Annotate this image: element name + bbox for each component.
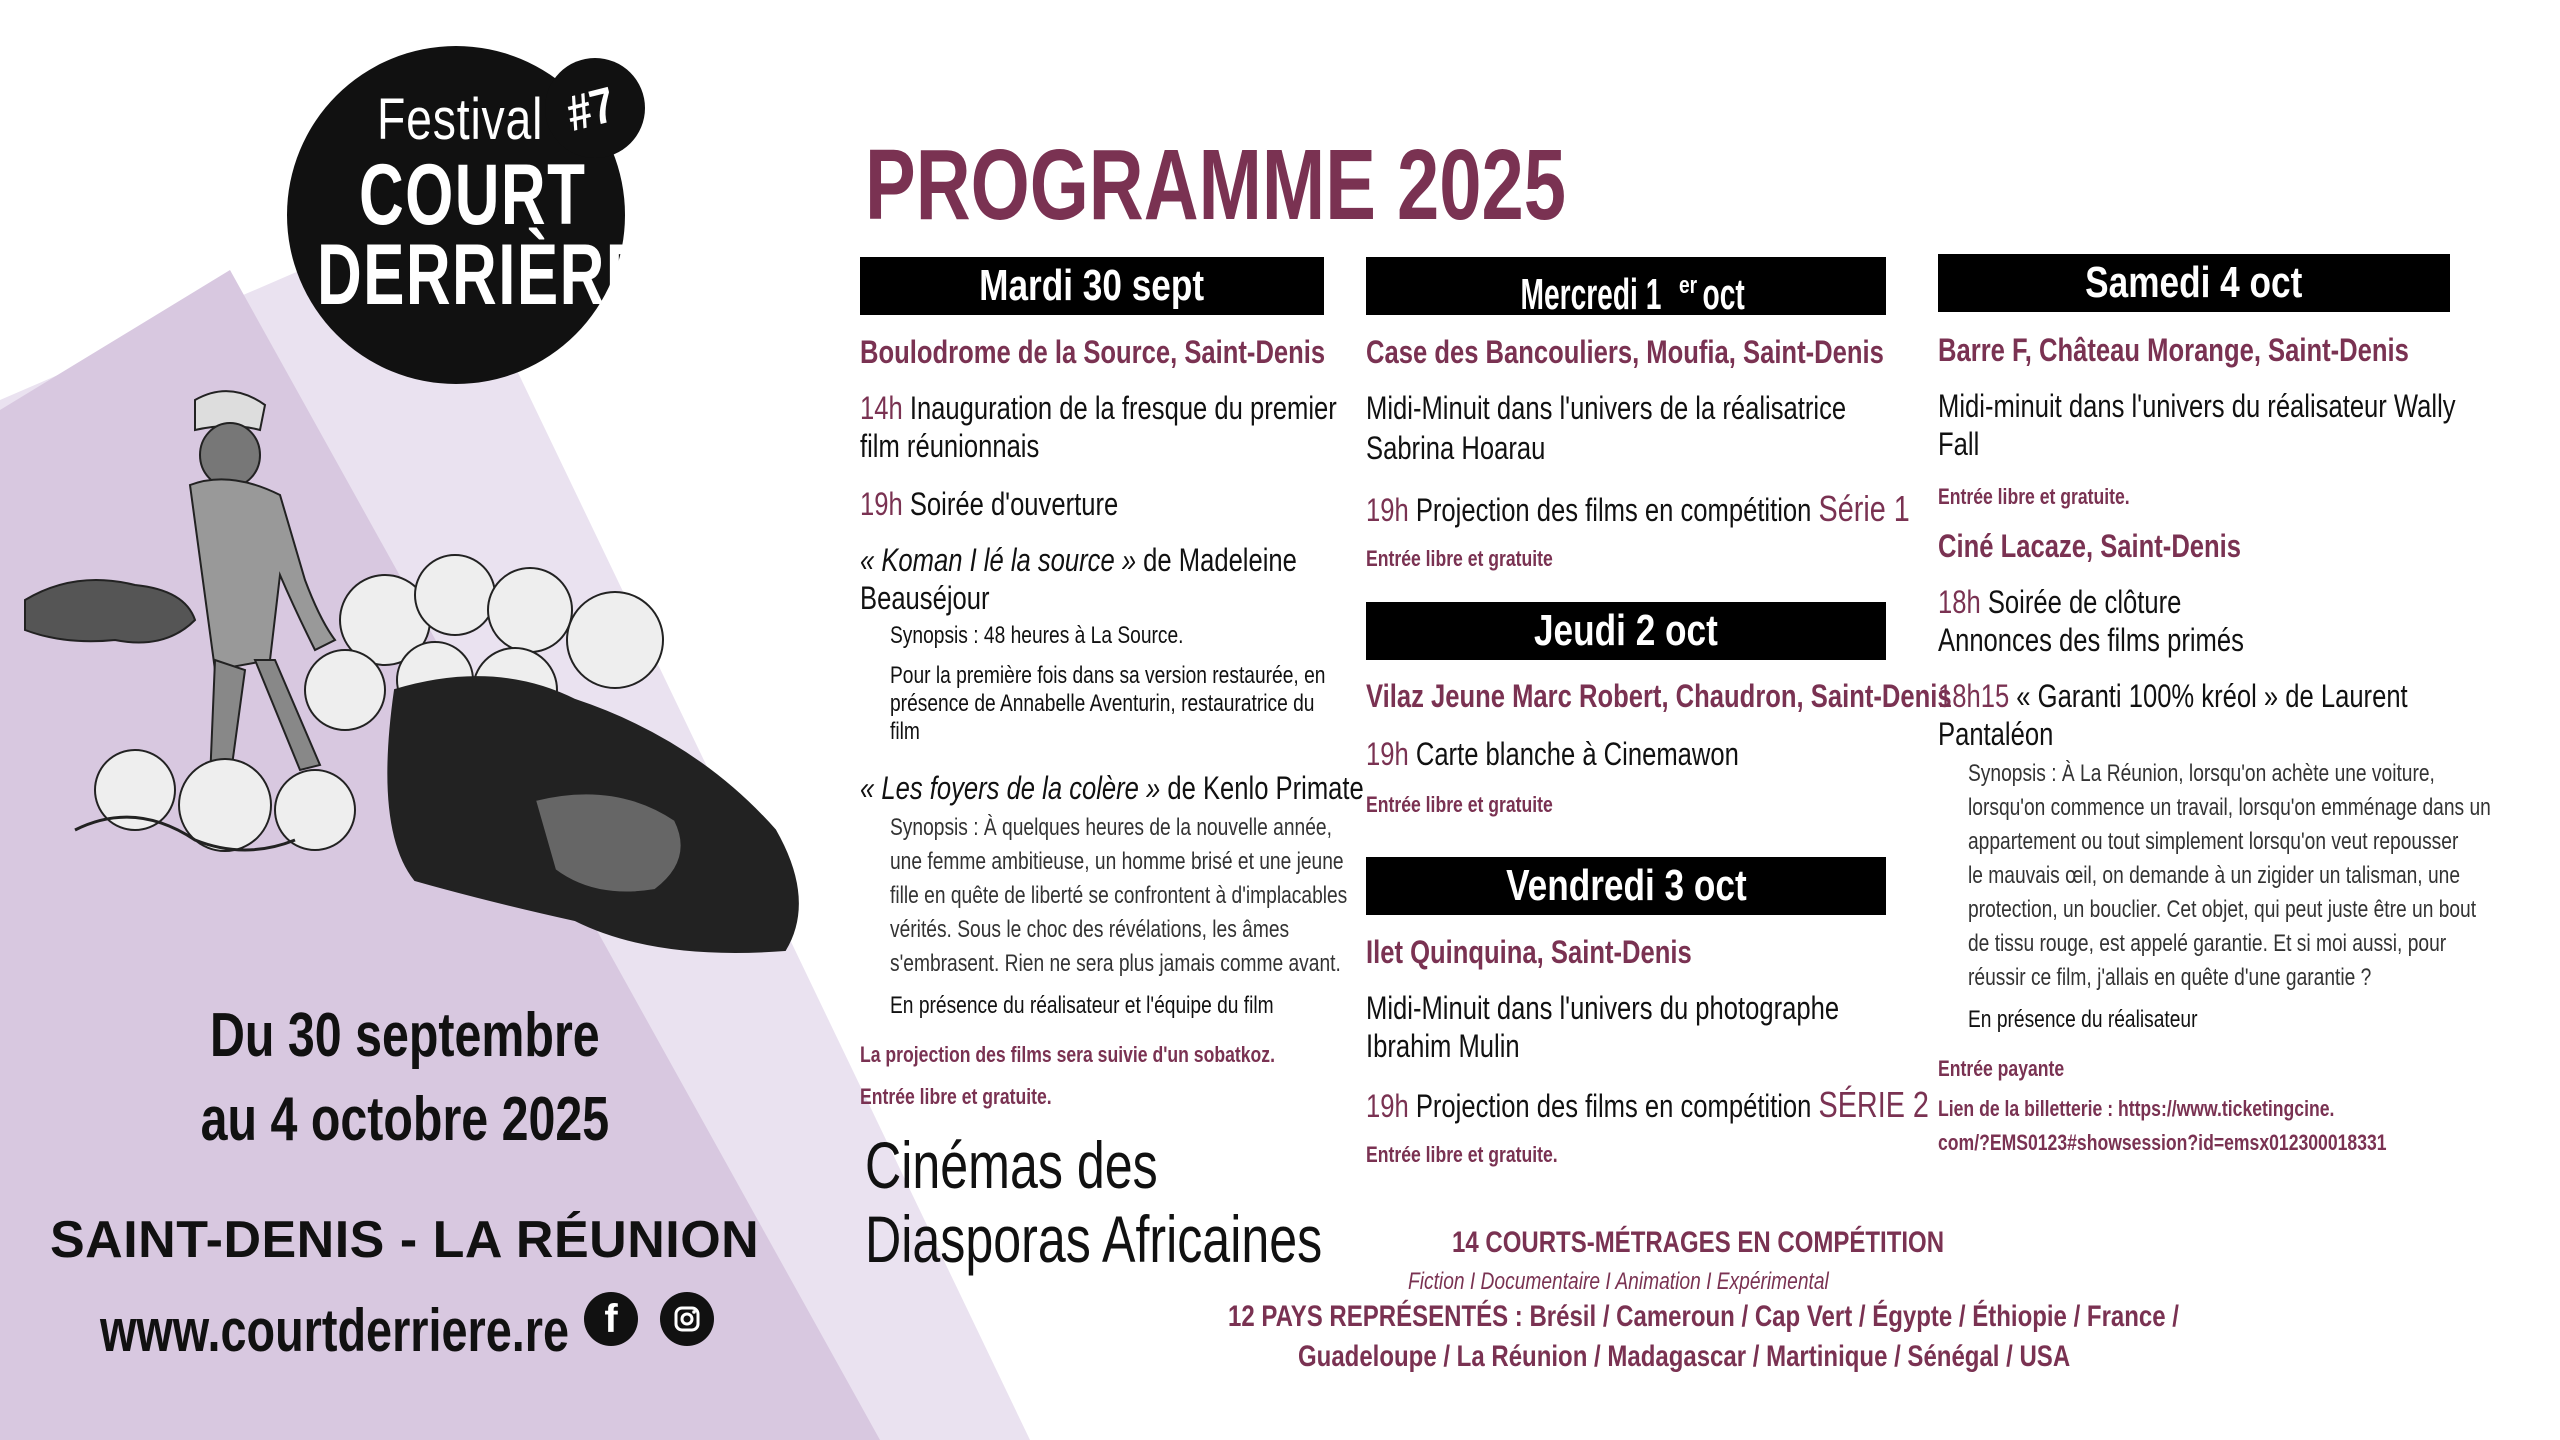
page-title: PROGRAMME 2025	[865, 129, 1567, 241]
venue-wednesday: Case des Bancouliers, Moufia, Saint-Denis	[1366, 334, 1884, 370]
saturday-entry-1: Entrée libre et gratuite.	[1938, 484, 2130, 509]
film-garanti-synopsis-3: appartement ou tout simplement lorsqu'on veut repousser	[1968, 828, 2459, 855]
venue-tuesday: Boulodrome de la Source, Saint-Denis	[860, 334, 1326, 370]
film-foyers-synopsis-2: une femme ambitieuse, un homme brisé et une jeune	[890, 848, 1344, 875]
ticket-link-line1[interactable]: Lien de la billetterie : https://www.ticketingcine.	[1938, 1096, 2335, 1121]
film-foyers-synopsis-5: s'embrasent. Rien ne sera plus jamais comme avant.	[890, 950, 1341, 977]
film-garanti-synopsis-7: réussir ce film, j'allais en quête d'une garantie ?	[1968, 964, 2372, 991]
saturday-midi-minuit-line2: Fall	[1938, 426, 1980, 462]
edition-badge-text: #7	[561, 76, 621, 142]
friday-midi-minuit: Midi-Minuit dans l'univers du photographe	[1366, 990, 1840, 1026]
facebook-icon[interactable]: f	[584, 1292, 638, 1346]
saturday-entry-2: Entrée payante	[1938, 1056, 2065, 1081]
film-genres: Fiction I Documentaire I Animation I Expérimental	[1408, 1268, 1829, 1295]
dates-line-2: au 4 octobre 2025	[200, 1085, 610, 1154]
day-header-saturday: Samedi 4 oct	[1938, 254, 2450, 312]
film-koman-note-1: Pour la première fois dans sa version restaurée, en	[890, 662, 1326, 689]
saturday-closing: 18h Soirée de clôture	[1938, 584, 2182, 620]
film-koman-director: Beauséjour	[860, 580, 990, 616]
ticket-link-line2[interactable]: com/?EMS0123#showsession?id=emsx012300018331	[1938, 1130, 2387, 1155]
event-opening: 19h Soirée d'ouverture	[860, 486, 1119, 522]
event-inauguration: 14h Inauguration de la fresque du premier	[860, 390, 1337, 426]
film-garanti-synopsis-4: le mauvais œil, on demande à un zigider un talisman, une	[1968, 862, 2460, 889]
section-cinemas-line1: Cinémas des	[865, 1128, 1158, 1202]
friday-midi-minuit-line2: Ibrahim Mulin	[1366, 1028, 1520, 1064]
section-cinemas-diasporas	[865, 1128, 1322, 1276]
film-koman-note-2: présence de Annabelle Aventurin, restauratrice du	[890, 690, 1315, 717]
thursday-event: 19h Carte blanche à Cinemawon	[1366, 736, 1739, 772]
competition-count: 14 COURTS-MÉTRAGES EN COMPÉTITION	[1452, 1226, 1945, 1259]
logo-festival-text: Festival	[377, 87, 544, 152]
saturday-awards: Annonces des films primés	[1938, 622, 2244, 658]
day-header-tuesday: Mardi 30 sept	[860, 257, 1324, 315]
film-koman-synopsis: Synopsis : 48 heures à La Source.	[890, 622, 1184, 649]
website-link[interactable]: www.courtderriere.re	[100, 1297, 570, 1364]
dates-line-1: Du 30 septembre	[210, 1001, 600, 1070]
day-header-thursday: Jeudi 2 oct	[1366, 602, 1886, 660]
venue-saturday-1: Barre F, Château Morange, Saint-Denis	[1938, 332, 2409, 368]
film-foyers-note: En présence du réalisateur et l'équipe du film	[890, 992, 1274, 1019]
logo-derriere-text: DERRIÈRE	[317, 227, 649, 323]
event-inauguration-line2: film réunionnais	[860, 428, 1040, 464]
venue-saturday-2: Ciné Lacaze, Saint-Denis	[1938, 528, 2242, 564]
venue-thursday: Vilaz Jeune Marc Robert, Chaudron, Saint-Denis	[1366, 678, 1952, 714]
friday-projection: 19h Projection des films en compétition SÉRIE 2	[1366, 1084, 1929, 1125]
location-text: SAINT-DENIS - LA RÉUNION	[50, 1211, 760, 1269]
venue-friday: Ilet Quinquina, Saint-Denis	[1366, 934, 1692, 970]
film-foyers-synopsis-1: Synopsis : À quelques heures de la nouvelle année,	[890, 814, 1332, 841]
film-garanti-synopsis-2: lorsqu'on commence un travail, lorsqu'on emménage dans un	[1968, 794, 2491, 821]
film-garanti-synopsis-5: protection, un bouclier. Cet objet, qui peut juste être un bout	[1968, 896, 2477, 923]
film-garanti: 18h15 « Garanti 100% kréol » de Laurent	[1938, 678, 2408, 714]
film-foyers-synopsis-3: fille en quête de liberté se confrontent à d'implacables	[890, 882, 1348, 909]
illustration-image	[15, 360, 835, 1000]
saturday-midi-minuit: Midi-minuit dans l'univers du réalisateur Wally	[1938, 388, 2456, 424]
instagram-icon[interactable]	[660, 1292, 714, 1346]
tuesday-footnote: La projection des films sera suivie d'un sobatkoz.	[860, 1042, 1275, 1067]
day-header-friday: Vendredi 3 oct	[1366, 857, 1886, 915]
film-garanti-synopsis-1: Synopsis : À La Réunion, lorsqu'on achète une voiture,	[1968, 760, 2435, 787]
film-koman-note-3: film	[890, 718, 920, 745]
film-foyers-synopsis-4: vérités. Sous le choc des révélations, les âmes	[890, 916, 1290, 943]
logo-court-text: COURT	[359, 147, 587, 243]
film-garanti-director: Pantaléon	[1938, 716, 2054, 752]
edition-badge	[545, 58, 645, 158]
film-koman: « Koman I lé la source » de Madeleine	[860, 542, 1297, 578]
film-garanti-note: En présence du réalisateur	[1968, 1006, 2198, 1033]
day-header-wednesday: Mercredi 1 $^{er}$oct	[1366, 257, 1886, 315]
film-foyers: « Les foyers de la colère » de Kenlo Primate	[860, 770, 1364, 806]
film-garanti-synopsis-6: de tissu rouge, est appelé garantie. Et si moi aussi, pour	[1968, 930, 2447, 957]
section-cinemas-line2: Diasporas Africaines	[865, 1202, 1323, 1276]
wednesday-entry: Entrée libre et gratuite	[1366, 546, 1553, 571]
thursday-entry: Entrée libre et gratuite	[1366, 792, 1553, 817]
wednesday-projection: 19h Projection des films en compétition Série 1	[1366, 488, 1910, 529]
countries-line2: Guadeloupe / La Réunion / Madagascar / Martinique / Sénégal / USA	[1298, 1340, 2071, 1373]
wednesday-midi-minuit-line2: Sabrina Hoarau	[1366, 430, 1546, 466]
tuesday-entry: Entrée libre et gratuite.	[860, 1084, 1052, 1109]
countries-line1: 12 PAYS REPRÉSENTÉS : Brésil / Cameroun / Cap Vert / Égypte / Éthiopie / France /	[1228, 1300, 2179, 1333]
wednesday-midi-minuit: Midi-Minuit dans l'univers de la réalisatrice	[1366, 390, 1847, 426]
friday-entry: Entrée libre et gratuite.	[1366, 1142, 1558, 1167]
